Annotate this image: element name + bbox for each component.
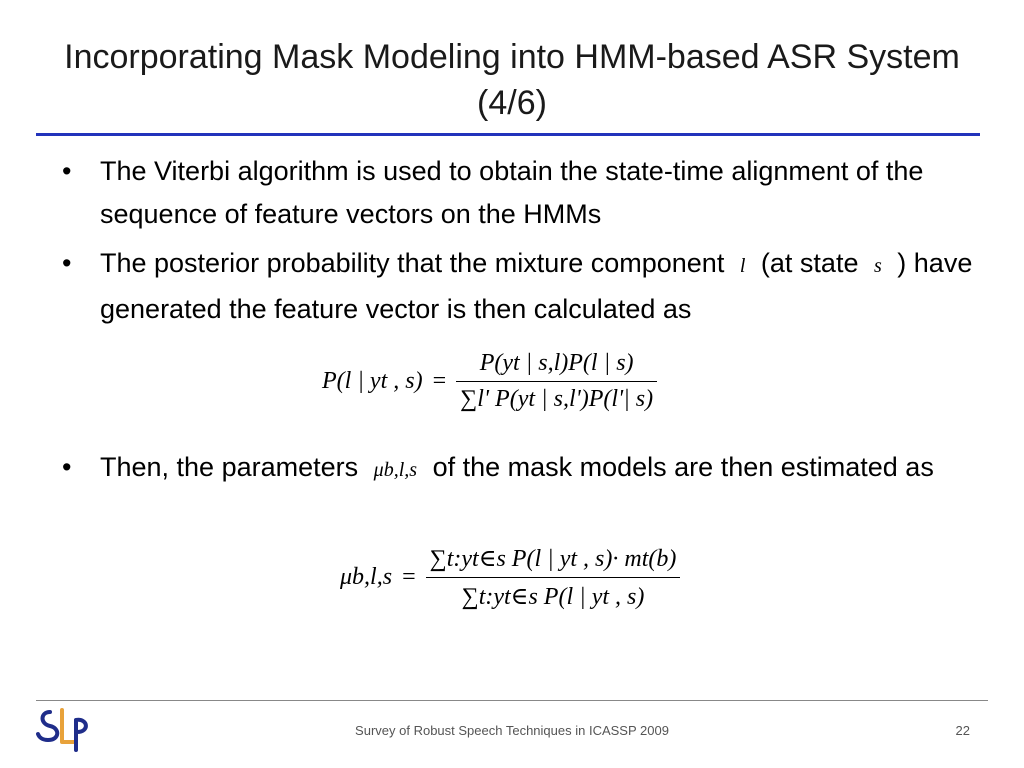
footer-divider xyxy=(36,700,988,701)
equals-sign: = xyxy=(402,564,416,590)
mask-mean-equation xyxy=(340,544,680,611)
bullet-item xyxy=(62,242,1012,331)
equation-lhs: P(l | yt , s) xyxy=(322,368,423,394)
bullet-text-part: The posterior probability that the mixture component xyxy=(100,248,725,278)
title-divider xyxy=(36,133,980,136)
bullet-text-part: ) have generated the feature vector is then calculated as xyxy=(100,248,973,324)
equals-sign: = xyxy=(432,368,447,394)
equation-numerator: P(yt | s,l)P(l | s) xyxy=(479,350,634,376)
math-variable-s: s xyxy=(873,255,882,277)
fraction-bar xyxy=(426,577,681,578)
posterior-equation xyxy=(322,350,657,413)
bullet-text-part: of the mask models are then estimated as xyxy=(432,452,934,482)
bullet-dot-icon: • xyxy=(62,156,72,186)
bullet-item xyxy=(62,150,1012,236)
slide-title: Incorporating Mask Modeling into HMM-based ASR System (4/6) xyxy=(64,38,960,122)
bullet-text: The Viterbi algorithm is used to obtain the state-time alignment of the sequence of feature vectors on the HMMs xyxy=(100,156,924,229)
bullet-text-part: Then, the parameters xyxy=(100,452,359,482)
bullet-item xyxy=(62,446,1024,492)
equation-denominator: ∑t:yt∈s P(l | yt , s) xyxy=(461,584,645,610)
equation-fraction xyxy=(456,350,657,413)
math-variable-l: l xyxy=(739,255,746,277)
slide-number: 22 xyxy=(955,723,970,738)
bullet-text-part: (at state xyxy=(760,248,859,278)
fraction-bar xyxy=(456,381,657,382)
bullet-dot-icon: • xyxy=(62,248,72,278)
slp-logo-icon xyxy=(36,706,92,752)
math-variable-mu: μb,l,s xyxy=(373,459,418,481)
bullet-dot-icon: • xyxy=(62,452,72,482)
equation-lhs: μb,l,s xyxy=(340,564,393,590)
bullet-list xyxy=(62,150,1012,331)
footer-text: Survey of Robust Speech Techniques in ICASSP 2009 xyxy=(355,723,669,738)
equation-numerator: ∑t:yt∈s P(l | yt , s)· mt(b) xyxy=(429,546,677,572)
equation-fraction xyxy=(426,544,681,611)
equation-denominator: ∑l' P(yt | s,l')P(l'| s) xyxy=(460,386,654,412)
